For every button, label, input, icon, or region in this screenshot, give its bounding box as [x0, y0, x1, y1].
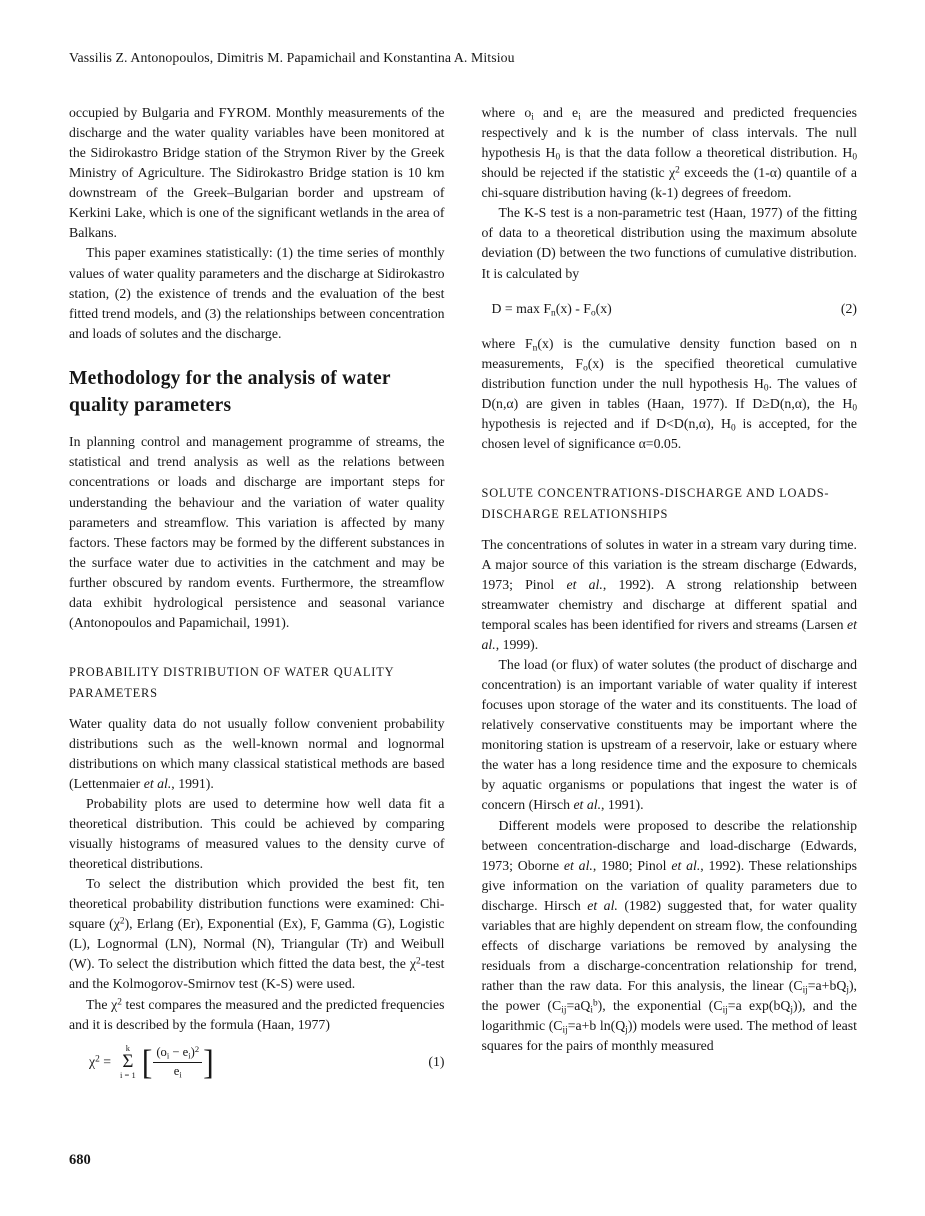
- fraction-numerator: $(o_i - e_i)^2$: [153, 1045, 202, 1063]
- fraction-denominator: $e_i$: [173, 1063, 182, 1080]
- equation-1-number: (1): [428, 1054, 445, 1070]
- equation-2-number: (2): [840, 300, 857, 316]
- paragraph-planning-control: In planning control and management programme of streams, the statistical and trend analysis as well as the relations between concentrations or loads and discharge are important steps for understanding the behaviour and the variation of water quality parameters and streamflow. This variation is affected by many factors. These factors may be formed by the different substances in the surface water due to activities in the catchment and may be further obscured by random events. Furthermore, the streamflow data exhibit hydrological persistence and seasonal variance (Antonopoulos and Papamichail, 1991).: [69, 434, 445, 630]
- paragraph-chi-square-intro: The $\chi^2$ test compares the measured and the predicted frequencies and it is described by the formula (Haan, 1977): [69, 996, 445, 1032]
- summation-upper-limit: k: [125, 1042, 130, 1053]
- running-head-authors: Vassilis Z. Antonopoulos, Dimitris M. Papamichail and Konstantina A. Mitsiou: [69, 50, 515, 65]
- right-column: [482, 103, 858, 1085]
- equation-1-expression: [89, 1044, 215, 1082]
- paragraph-select-distribution: To select the distribution which provided the best fit, ten theoretical probability distribution functions were examined: Chi-square $(\chi^2)$, Erlang (Er), Exponential (Ex), F, Gamma (G), Logistic (L), Lognormal (LN), Normal (N), Triangular (Tr) and Weibull (W). To select the distribution which fitted the data best, the $\chi^2$-test and the Kolmogorov-Smirnov test (K-S) were used.: [69, 876, 445, 992]
- two-column-layout: [69, 103, 857, 1085]
- summation-lower-limit: i = 1: [120, 1070, 136, 1081]
- bracket-left-icon: [: [141, 1042, 153, 1083]
- bracket-right-icon: ]: [203, 1042, 214, 1083]
- paragraph-ks-test: The K-S test is a non-parametric test (Haan, 1977) of the fitting of data to a theoretical distribution using the maximum absolute deviation (D) between the two functions of cumulative distribution. It is calculated by: [481, 205, 857, 281]
- paragraph-paper-scope: This paper examines statistically: (1) the time series of monthly values of water quality parameters and the discharge at Sidirokastro station, (2) the existence of trends and the evaluation of the best fitted trend models, and (3) the relationships between concentration and loads of solutes and the discharge.: [69, 245, 445, 341]
- summation: [120, 1044, 136, 1082]
- equation-1: [69, 1044, 445, 1082]
- paragraph-study-area-continuation: occupied by Bulgaria and FYROM. Monthly measurements of the discharge and the water quality variables have been monitored at the Sidirokastro Bridge station of the Strymon River by the Greek Ministry of Agriculture. The Sidirokastro Bridge station is 10 km downstream of the Greek–Bulgarian border and upstream of Kerkini Lake, which is one of the significant wetlands in the area of Balkans.: [69, 105, 445, 241]
- fraction: [153, 1045, 202, 1079]
- equation-2-expression: $D = \max F_n(x) - F_o(x)$: [491, 300, 612, 319]
- summation-symbol: Σ: [122, 1051, 134, 1073]
- left-column: [69, 103, 445, 1085]
- paragraph-models: Different models were proposed to describe the relationship between concentration-discharge and load-discharge (Edwards, 1973; Oborne et al., 1980; Pinol et al., 1992). These relationships give information on the variation of quality parameters due to discharge. Hirsch et al. (1982) suggested that, for water quality variables that are highly dependent on stream flow, the confounding effects of discharge variations be removed by analysing the residuals from a discharge-concentration relationship for trend, rather than the raw data. For this analysis, the linear $(C_{ij}=a+bQ_j)$, the power $(C_{ij}=aQ_i^b)$, the exponential ($C_{ij}=a$ $\exp(bQ_j)$), and the logarithmic ($C_{ij}=a+b$ $\ln(Q_j)$) models were used. The method of least squares for the pairs of monthly measured: [481, 817, 858, 1054]
- section-heading-methodology: Methodology for the analysis of water quality parameters: [69, 367, 391, 417]
- paragraph-where-cdf: where $F_n(x)$ is the cumulative density function based on n measurements, $F_o(x)$ is the specified theoretical cumulative distribution function under the null hypothesis $H_0$. The values of D(n,α) are given in tables (Haan, 1977). If D≥D(n,α), the $H_0$ hypothesis is rejected and if D<D(n,α), $H_0$ is accepted, for the chosen level of significance α=0.05.: [481, 335, 858, 451]
- subsection-heading-solute-concentrations: SOLUTE CONCENTRATIONS-DISCHARGE AND LOADS-DISCHARGE RELATIONSHIPS: [481, 486, 830, 522]
- paragraph-water-quality-data: Water quality data do not usually follow convenient probability distributions such as the well-known normal and lognormal distributions on which many classical statistical methods are based (Lettenmaier et al., 1991).: [69, 715, 445, 791]
- page-number: 680: [69, 1152, 91, 1168]
- equation-2: [482, 299, 858, 319]
- chi-square-lhs: $\chi^2$ =: [89, 1054, 112, 1070]
- paragraph-load-flux: The load (or flux) of water solutes (the product of discharge and concentration) is an important variable of water quality if interest focuses upon storage of the water and its constituents. The load of relatively conservative constituents may be important where the monitoring station is upstream of a reservoir, lake or estuary where the water has a long residence time and the exposure to chemicals by aquatic organisms or populations that ingest the water is of concern (Hirsch et al., 1991).: [481, 657, 857, 813]
- subsection-heading-probability-distribution: PROBABILITY DISTRIBUTION OF WATER QUALITY PARAMETERS: [69, 664, 394, 701]
- paragraph-probability-plots: Probability plots are used to determine how well data fit a theoretical distribution. This could be achieved by comparing visually histograms of measured values to the density curve of theoretical distributions.: [69, 795, 445, 872]
- paragraph-concentrations-vary: The concentrations of solutes in water in a stream vary during time. A major source of this variation is the stream discharge (Edwards, 1973; Pinol et al., 1992). A strong relationship between streamwater chemistry and discharge at different spatial and temporal scales has been identified for rivers and streams (Larsen et al., 1999).: [481, 536, 858, 652]
- paragraph-where-frequencies: where $o_i$ and $e_i$ are the measured and predicted frequencies respectively and k is the number of class intervals. The null hypothesis $H_0$ is that the data follow a theoretical distribution. $H_0$ should be rejected if the statistic $\chi^2$ exceeds the (1-α) quantile of a chi-square distribution having (k-1) degrees of freedom.: [481, 105, 858, 201]
